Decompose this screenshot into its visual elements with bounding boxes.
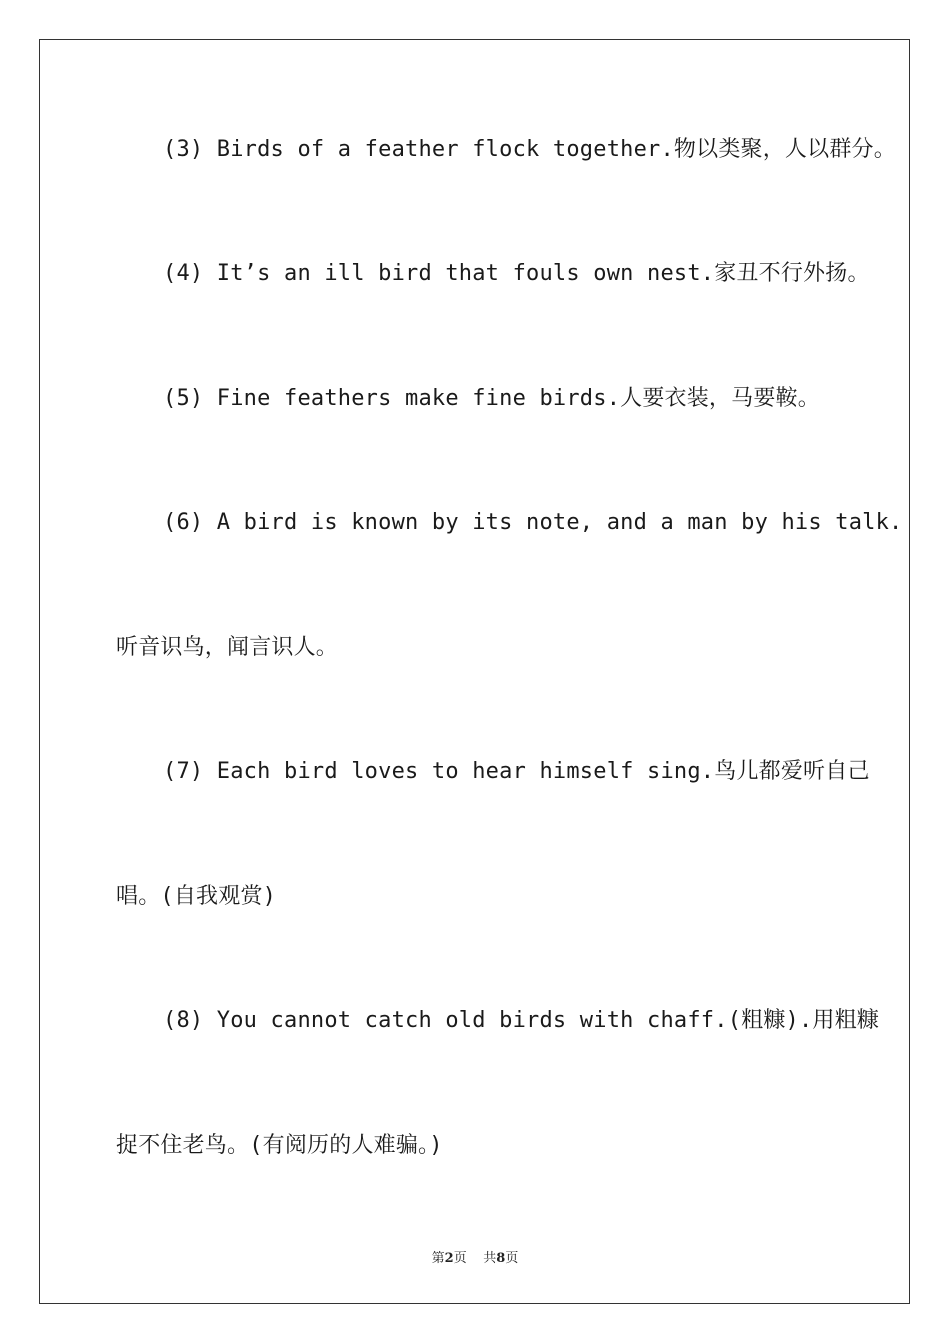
page-border bbox=[39, 39, 910, 1304]
total-suffix: 页 bbox=[505, 1251, 519, 1266]
page-footer bbox=[0, 1247, 950, 1266]
total-prefix: 共 bbox=[483, 1251, 497, 1266]
proverb-5: (5) Fine feathers make fine birds.人要衣装，马要鞍。 bbox=[163, 386, 820, 411]
proverb-6: (6) A bird is known by its note, and a man by his talk. bbox=[163, 510, 903, 535]
proverb-4: (4) It’s an ill bird that fouls own nest.家丑不行外扬。 bbox=[163, 261, 870, 286]
proverb-6-continuation: 听音识鸟，闻言识人。 bbox=[116, 635, 339, 660]
page-suffix: 页 bbox=[453, 1251, 467, 1266]
page-prefix: 第 bbox=[431, 1251, 445, 1266]
proverb-3: (3) Birds of a feather flock together.物以类聚，人以群分。 bbox=[163, 137, 896, 162]
total-pages: 8 bbox=[496, 1251, 506, 1266]
proverb-7: (7) Each bird loves to hear himself sing.鸟儿都爱听自己 bbox=[163, 759, 870, 784]
proverb-8-continuation: 捉不住老鸟。(有阅历的人难骗。) bbox=[116, 1133, 443, 1158]
proverb-7-continuation: 唱。(自我观赏) bbox=[116, 884, 277, 909]
page-number: 2 bbox=[444, 1251, 454, 1266]
proverb-8: (8) You cannot catch old birds with chaff.(粗糠).用粗糠 bbox=[163, 1008, 880, 1033]
